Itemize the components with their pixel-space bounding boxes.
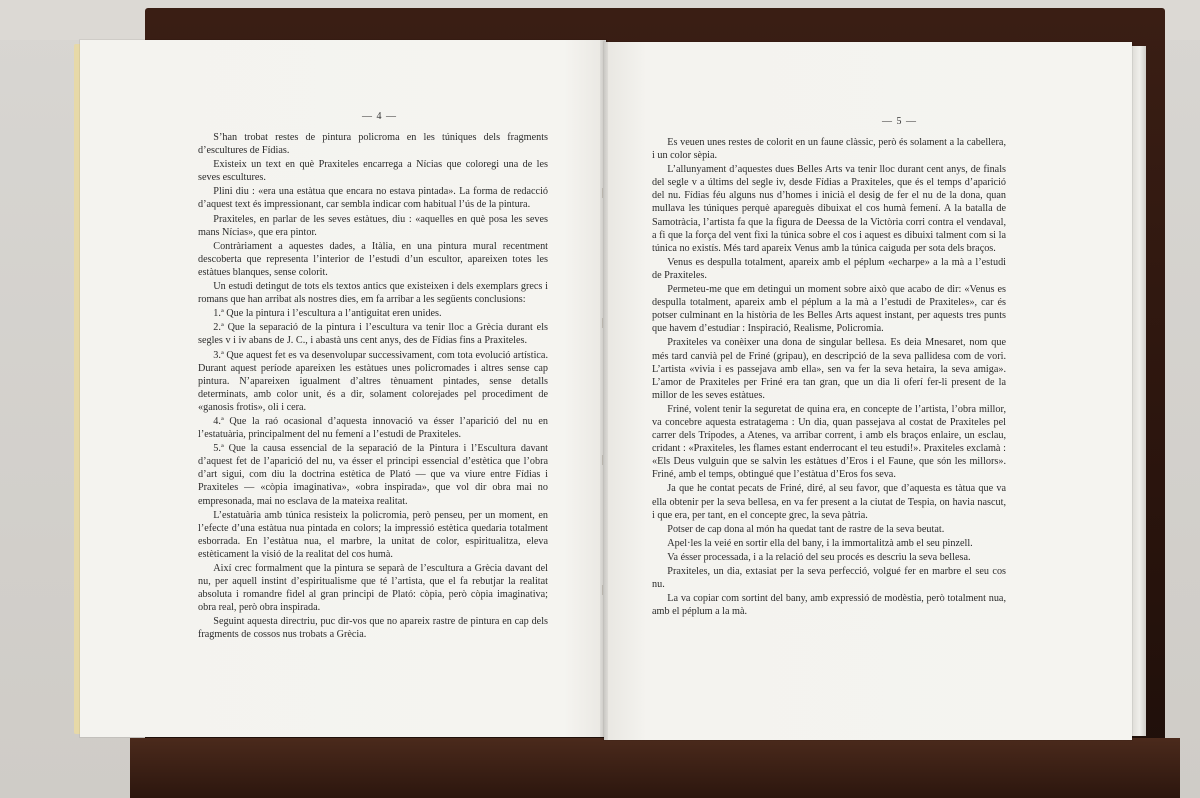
paragraph: Praxiteles, un dia, extasiat per la seva perfecció, volgué fer en marbre el seu cos nu. <box>652 566 1006 591</box>
right-page-text <box>652 136 1006 619</box>
paragraph: 3.ª Que aquest fet es va desenvolupar successivament, com tota evolució artística. Durant aquest període apareixen les estàtues unes policromades i altres sense cap pintura. N’apareixen igualment d’altres tènuament pintades, sense detalls determinats, amb color unit, és a dir, solament colorejades pel procediment de «ganosis frotis», oli i cera. <box>198 349 548 413</box>
page-number: — 4 — <box>362 111 397 122</box>
paragraph: Permeteu-me que em detingui un moment sobre això que acabo de dir: «Venus es despulla totalment, apareix amb el péplum a la mà a l’estudi de Praxiteles», car és potser culminant en la història de les Belles Arts aquest instant, per aquests tres punts que havem d’estudiar : Inspiració, Realisme, Policromia. <box>652 284 1006 335</box>
paragraph: Friné, volent tenir la seguretat de quina era, en concepte de l’artista, l’obra millor, va concebre aquesta estratagema : Un dia, quan passejava al costat de Praxiteles pel carrer dels Trípodes, a Atenes, va arribar corrent, i amb els braços enlaire, un esclau, cridant : «Praxiteles, les flames estant enderrocant el teu estudi!». Praxiteles exclamà : «Els Deus vulguin que se salvin les estàtues d’Eros i el Faune, que són les millors». Friné, amb el temps, obtingué que l’estàtua d’Eros fos seva. <box>652 403 1006 481</box>
paragraph: Un estudi detingut de tots els textos antics que existeixen i dels exemplars grecs i romans que han arribat als nostres dies, em fa arribar a les següents conclusions: <box>198 281 548 306</box>
book-stand-base <box>130 738 1180 798</box>
paragraph: S’han trobat restes de pintura policroma en les túniques dels fragments d’escultures de Fídias. <box>198 132 548 157</box>
paragraph: Praxiteles va conèixer una dona de singular bellesa. Es deia Mnesaret, nom que més tard canvià pel de Friné (gripau), en descripció de la seva pallidesa com de vori. L’artista «vivia i es passejava amb ella», sen va fer la seva hetaira, la seva amiga». L’amor de Praxiteles per Friné era tan gran, que un dia li oferí fer-li present de la millor de les seves estàtues. <box>652 337 1006 401</box>
left-page <box>80 40 606 737</box>
paragraph: L’estatuària amb túnica resisteix la policromia, però penseu, per un moment, en l’efecte d’una estàtua nua pintada en colors; la impressió estètica quedaria totalment esborrada. En l’estàtua nua, el marbre, la unitat de color, espiritualitza, eleva estèticament la visió de la realitat del cos humà. <box>198 509 548 560</box>
paragraph: 5.ª Que la causa essencial de la separació de la Pintura i l’Escultura davant d’aquest fet de l’aparició del nu, va ésser el principi essencial d’estètica que l’obra d’art sigui, com diu la doctrina estètica de Plató — que va viure entre Fídias i Praxiteles — «còpia imaginativa», «obra inspirada», que vol dir obra mai no empresonada, mai no esclava de la mateixa realitat. <box>198 443 548 507</box>
paragraph: Així crec formalment que la pintura se separà de l’escultura a Grècia davant del nu, per aquell instint d’espiritualisme que té l’artista, que el fa rebutjar la realitat absoluta i romandre fidel al gran principi de Plató: còpia, però còpia imaginativa; obra real, però obra inspirada. <box>198 563 548 614</box>
paragraph: Ja que he contat pecats de Friné, diré, al seu favor, que d’aquesta es tàtua que va ella obtenir per la seva bellesa, en va fer present a la ciutat de Tespia, on havia nascut, i que era, per tant, en el concepte grec, la seva pàtria. <box>652 483 1006 521</box>
paragraph: Potser de cap dona al món ha quedat tant de rastre de la seva beutat. <box>667 523 945 535</box>
paragraph: Va ésser processada, i a la relació del seu procés es descriu la seva bellesa. <box>667 551 971 563</box>
binding-stitch <box>602 585 606 595</box>
paragraph: L’allunyament d’aquestes dues Belles Arts va tenir lloc durant cent anys, de finals del segle v a últims del segle iv, desde Fídias a Praxiteles, que és el temps d’aparició del nu. Fídias féu alguns nus d’homes i inicià el desig de fer el nu de la dona, quan mullava les túniques perquè apareguès dibuixat el cos humà femení. A la batalla de Samotràcia, l’artista fa que la figura de Deessa de la Victòria corri contra el vendaval, a fi que la força del vent fixi la túnica sobre el cos i aquest es dibuixi talment com si la túnica no existís. Més tard apareix Venus amb la túnica caiguda per sota dels braços. <box>652 164 1006 254</box>
paragraph: Seguint aquesta directriu, puc dir-vos que no apareix rastre de pintura en cap dels fragments de cossos nus trobats a Grècia. <box>198 616 548 641</box>
paragraph: Apel·les la veié en sortir ella del bany, i la immortalitzà amb el seu pinzell. <box>667 537 973 549</box>
paragraph: Contràriament a aquestes dades, a Itàlia, en una pintura mural recentment descoberta que representa l’interior de l’estudi d’un escultor, apareixen totes les estàtues blanques, sense colorit. <box>198 240 548 278</box>
left-page-text <box>198 131 548 643</box>
page-stack-edge <box>1130 46 1146 736</box>
binding-stitch <box>602 318 606 328</box>
right-page <box>604 42 1132 740</box>
paragraph: Praxiteles, en parlar de les seves estàtues, diu : «aquelles en què posa les seves mans Nícias», que era pintor. <box>198 213 548 238</box>
paragraph: 2.ª Que la separació de la pintura i l’escultura va tenir lloc a Grècia durant els segles v i iv abans de J. C., i abastà uns cent anys, des de Fídias fins a Praxiteles. <box>198 322 548 347</box>
binding-stitch <box>602 188 606 198</box>
paragraph: 1.ª Que la pintura i l’escultura a l’antiguitat eren unides. <box>213 308 442 320</box>
paragraph: Venus es despulla totalment, apareix amb el péplum «echarpe» a la mà a l’estudi de Praxiteles. <box>652 256 1006 281</box>
paragraph: Es veuen unes restes de colorit en un faune clàssic, però és solament a la cabellera, i un color sèpia. <box>652 137 1006 162</box>
paragraph: Existeix un text en què Praxiteles encarrega a Nícias que coloregi una de les seves escultures. <box>198 159 548 184</box>
paragraph: 4.ª Que la raó ocasional d’aquesta innovació va ésser l’aparició del nu en l’estatuària, principalment del nu femení a l’estudi de Praxiteles. <box>198 415 548 441</box>
binding-stitch <box>602 455 606 465</box>
paragraph: Plini diu : «era una estàtua que encara no estava pintada». La forma de redacció d’aquest text és impressionant, car sembla indicar com habitual l’ús de la pintura. <box>198 186 548 211</box>
paragraph: La va copiar com sortint del bany, amb expressió de modèstia, però totalment nua, amb el péplum a la mà. <box>652 593 1006 618</box>
page-number: — 5 — <box>882 116 917 127</box>
book-gutter <box>600 40 608 740</box>
